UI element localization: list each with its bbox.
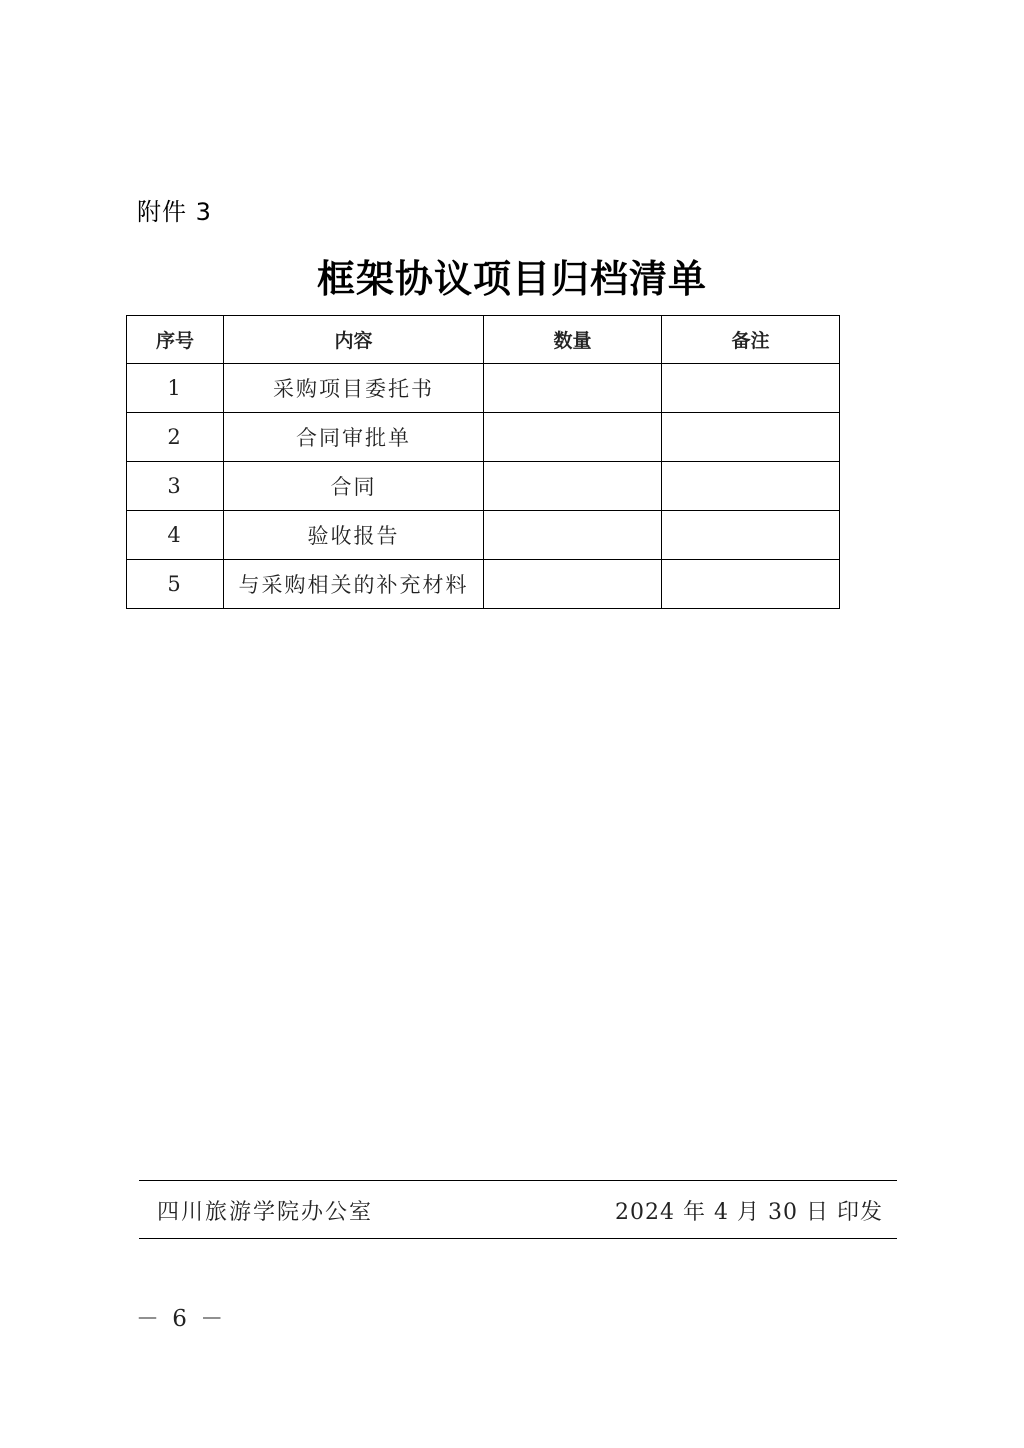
row-content: 验收报告 bbox=[224, 511, 484, 560]
header-quantity: 数量 bbox=[484, 316, 662, 364]
row-serial-number: 5 bbox=[127, 560, 224, 609]
row-content: 合同 bbox=[224, 462, 484, 511]
row-serial-number: 4 bbox=[127, 511, 224, 560]
archive-checklist-table bbox=[126, 315, 840, 609]
issuance-footer bbox=[139, 1180, 897, 1239]
row-remarks bbox=[662, 462, 840, 511]
issue-date: 2024 年 4 月 30 日 印发 bbox=[615, 1200, 883, 1225]
row-quantity bbox=[484, 364, 662, 413]
table-row bbox=[127, 560, 840, 609]
row-quantity bbox=[484, 462, 662, 511]
table-row bbox=[127, 364, 840, 413]
row-serial-number: 3 bbox=[127, 462, 224, 511]
row-quantity bbox=[484, 560, 662, 609]
row-remarks bbox=[662, 560, 840, 609]
row-content: 与采购相关的补充材料 bbox=[224, 560, 484, 609]
row-remarks bbox=[662, 413, 840, 462]
header-content: 内容 bbox=[224, 316, 484, 364]
row-content: 合同审批单 bbox=[224, 413, 484, 462]
table-header-row bbox=[127, 316, 840, 364]
header-serial-number: 序号 bbox=[127, 316, 224, 364]
page-number: － 6 － bbox=[136, 1306, 227, 1332]
issuing-office: 四川旅游学院办公室 bbox=[157, 1200, 374, 1225]
row-serial-number: 2 bbox=[127, 413, 224, 462]
row-serial-number: 1 bbox=[127, 364, 224, 413]
table-row bbox=[127, 413, 840, 462]
document-title: 框架协议项目归档清单 bbox=[316, 256, 707, 301]
row-content: 采购项目委托书 bbox=[224, 364, 484, 413]
table-row bbox=[127, 511, 840, 560]
attachment-label: 附件 3 bbox=[137, 198, 212, 226]
row-remarks bbox=[662, 511, 840, 560]
row-remarks bbox=[662, 364, 840, 413]
header-remarks: 备注 bbox=[662, 316, 840, 364]
row-quantity bbox=[484, 413, 662, 462]
row-quantity bbox=[484, 511, 662, 560]
table-row bbox=[127, 462, 840, 511]
